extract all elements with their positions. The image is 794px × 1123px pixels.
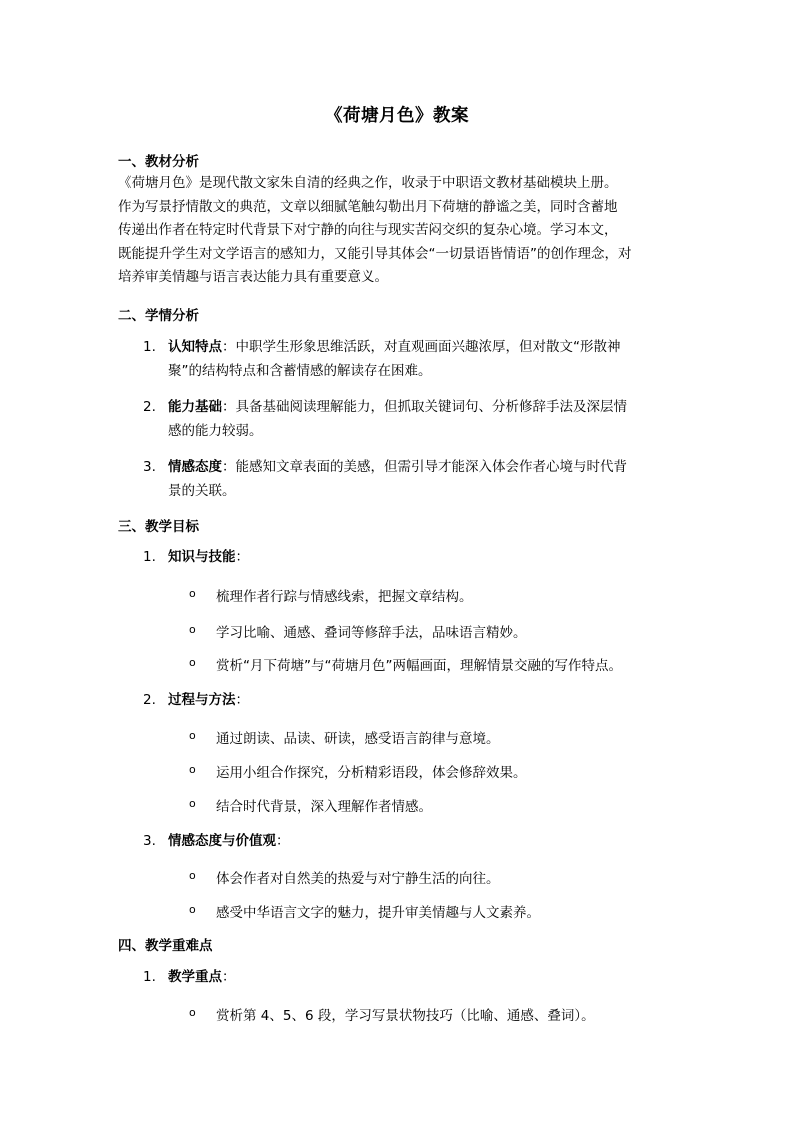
bullet-item: 感受中华语言文字的魅力，提升审美情趣与人文素养。: [216, 905, 540, 921]
item-text: 感的能力较弱。: [168, 423, 263, 439]
paragraph-line: 培养审美情趣与语言表达能力具有重要意义。: [118, 269, 388, 285]
bullet-item: 通过朗读、品读、研读，感受语言韵律与意境。: [216, 731, 500, 747]
document-title: 《荷塘月色》教案: [325, 106, 469, 126]
objective-knowledge-skills: [168, 545, 249, 569]
list-item-ability: [168, 395, 627, 443]
bullet-icon: o: [189, 1006, 196, 1019]
label-colon: ：: [235, 692, 249, 708]
bullet-icon: o: [189, 869, 196, 882]
item-label: 过程与方法: [168, 692, 236, 708]
section-heading-student-analysis: 二、学情分析: [118, 308, 199, 324]
item-label: 能力基础: [168, 399, 222, 415]
label-colon: ：: [235, 549, 249, 565]
list-number: 2.: [143, 692, 156, 708]
label-colon: ：: [276, 833, 290, 849]
list-number: 3.: [143, 833, 156, 849]
bullet-icon: o: [189, 587, 196, 600]
item-label: 知识与技能: [168, 549, 236, 565]
item-label: 情感态度: [168, 459, 222, 475]
bullet-icon: o: [189, 763, 196, 776]
bullet-icon: o: [189, 729, 196, 742]
item-label: 情感态度与价值观: [168, 833, 276, 849]
list-number: 1.: [143, 549, 156, 565]
textbook-analysis-paragraph: [118, 172, 688, 290]
paragraph-line: 作为写景抒情散文的典范，文章以细腻笔触勾勒出月下荷塘的静谧之美，同时含蓄地: [118, 198, 618, 215]
bullet-icon: o: [189, 797, 196, 810]
list-number: 1.: [143, 339, 156, 355]
paragraph-line: 既能提升学生对文学语言的感知力，又能引导其体会“一切景语皆情语”的创作理念，对: [118, 245, 632, 262]
objective-process-methods: [168, 688, 249, 712]
item-text: ：中职学生形象思维活跃，对直观画面兴趣浓厚，但对散文“形散神: [222, 339, 621, 355]
bullet-icon: o: [189, 623, 196, 636]
item-label: 教学重点: [168, 969, 222, 985]
list-number: 2.: [143, 399, 156, 415]
paragraph-line: 《荷塘月色》是现代散文家朱自清的经典之作，收录于中职语文教材基础模块上册。: [118, 175, 618, 191]
list-number: 1.: [143, 969, 156, 985]
bullet-item: 体会作者对自然美的热爱与对宁静生活的向往。: [216, 871, 500, 887]
section-heading-teaching-objectives: 三、教学目标: [118, 519, 199, 535]
bullet-item: 结合时代背景，深入理解作者情感。: [216, 799, 432, 815]
item-text: ：具备基础阅读理解能力，但抓取关键词句、分析修辞手法及深层情: [222, 399, 627, 415]
objective-attitude-values: [168, 829, 290, 853]
item-text: 景的关联。: [168, 483, 236, 499]
bullet-icon: o: [189, 656, 196, 669]
bullet-item: 运用小组合作探究，分析精彩语段，体会修辞效果。: [216, 765, 527, 781]
item-text: 聚”的结构特点和含蓄情感的解读存在困难。: [168, 363, 432, 379]
paragraph-line: 传递出作者在特定时代背景下对宁静的向往与现实苦闷交织的复杂心境。学习本文，: [118, 222, 618, 238]
list-item-cognitive: [168, 335, 621, 383]
bullet-item: 梳理作者行踪与情感线索，把握文章结构。: [216, 589, 473, 605]
list-number: 3.: [143, 459, 156, 475]
key-point-group: [168, 965, 236, 989]
bullet-item: 赏析“月下荷塘”与“荷塘月色”两幅画面，理解情景交融的写作特点。: [216, 658, 622, 674]
item-text: ：能感知文章表面的美感，但需引导才能深入体会作者心境与时代背: [222, 459, 627, 475]
list-item-attitude: [168, 455, 627, 503]
label-colon: ：: [222, 969, 236, 985]
bullet-icon: o: [189, 903, 196, 916]
bullet-item: 学习比喻、通感、叠词等修辞手法，品味语言精妙。: [216, 625, 527, 641]
section-heading-key-difficult-points: 四、教学重难点: [118, 938, 213, 954]
section-heading-textbook-analysis: 一、教材分析: [118, 154, 199, 170]
bullet-item: 赏析第 4、5、6 段，学习写景状物技巧（比喻、通感、叠词）。: [216, 1008, 595, 1024]
item-label: 认知特点: [168, 339, 222, 355]
